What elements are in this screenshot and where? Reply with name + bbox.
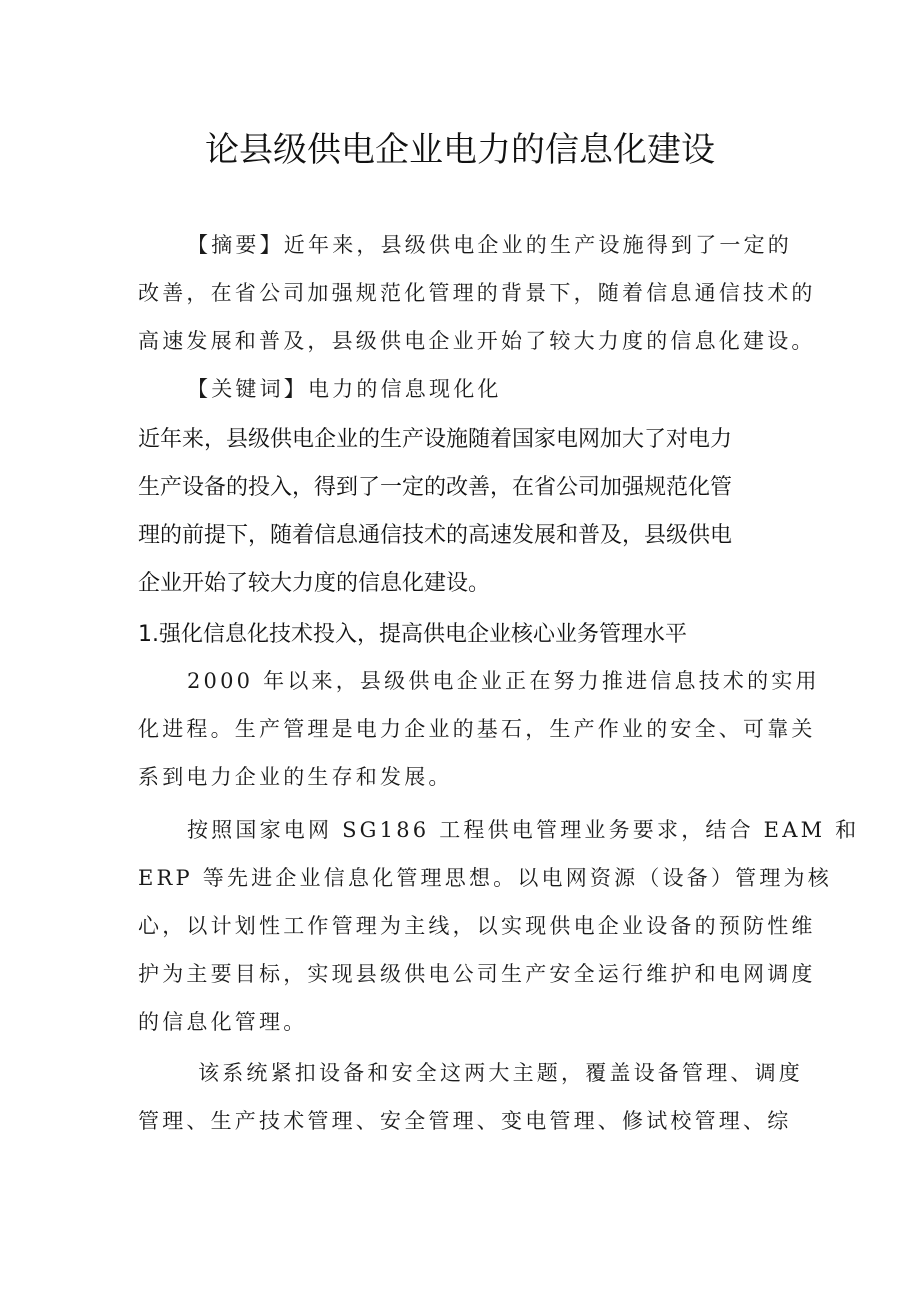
paragraph-line: 护为主要目标，实现县级供电公司生产安全运行维护和电网调度 bbox=[138, 962, 816, 986]
paragraph-line: 按照国家电网 SG186 工程供电管理业务要求，结合 EAM 和 bbox=[187, 818, 860, 842]
paragraph-line: 的信息化管理。 bbox=[138, 1010, 308, 1034]
paragraph-line: ERP 等先进企业信息化管理思想。以电网资源（设备）管理为核 bbox=[138, 866, 832, 890]
keywords: 【关键词】电力的信息现化化 bbox=[187, 377, 502, 401]
intro-line: 生产设备的投入，得到了一定的改善，在省公司加强规范化管 bbox=[138, 475, 733, 500]
paragraph-line: 管理、生产技术管理、安全管理、变电管理、修试校管理、综 bbox=[138, 1109, 792, 1133]
paragraph-line: 系到电力企业的生存和发展。 bbox=[138, 765, 453, 789]
intro-line: 企业开始了较大力度的信息化建设。 bbox=[138, 571, 491, 596]
intro-line: 理的前提下，随着信息通信技术的高速发展和普及，县级供电 bbox=[138, 523, 733, 548]
paragraph-line: 2000 年以来，县级供电企业正在努力推进信息技术的实用 bbox=[187, 669, 820, 693]
intro-line: 近年来，县级供电企业的生产设施随着国家电网加大了对电力 bbox=[138, 427, 733, 452]
abstract-line: 【摘要】近年来，县级供电企业的生产设施得到了一定的 bbox=[187, 233, 792, 257]
abstract-line: 改善，在省公司加强规范化管理的背景下，随着信息通信技术的 bbox=[138, 281, 816, 305]
abstract-line: 高速发展和普及，县级供电企业开始了较大力度的信息化建设。 bbox=[138, 329, 816, 353]
paragraph-line: 心，以计划性工作管理为主线，以实现供电企业设备的预防性维 bbox=[138, 914, 816, 938]
section-heading: 1.强化信息化技术投入，提高供电企业核心业务管理水平 bbox=[138, 622, 687, 647]
paragraph-line: 该系统紧扣设备和安全这两大主题，覆盖设备管理、调度 bbox=[198, 1061, 803, 1085]
document-title: 论县级供电企业电力的信息化建设 bbox=[205, 130, 715, 170]
paragraph-line: 化进程。生产管理是电力企业的基石，生产作业的安全、可靠关 bbox=[138, 717, 816, 741]
